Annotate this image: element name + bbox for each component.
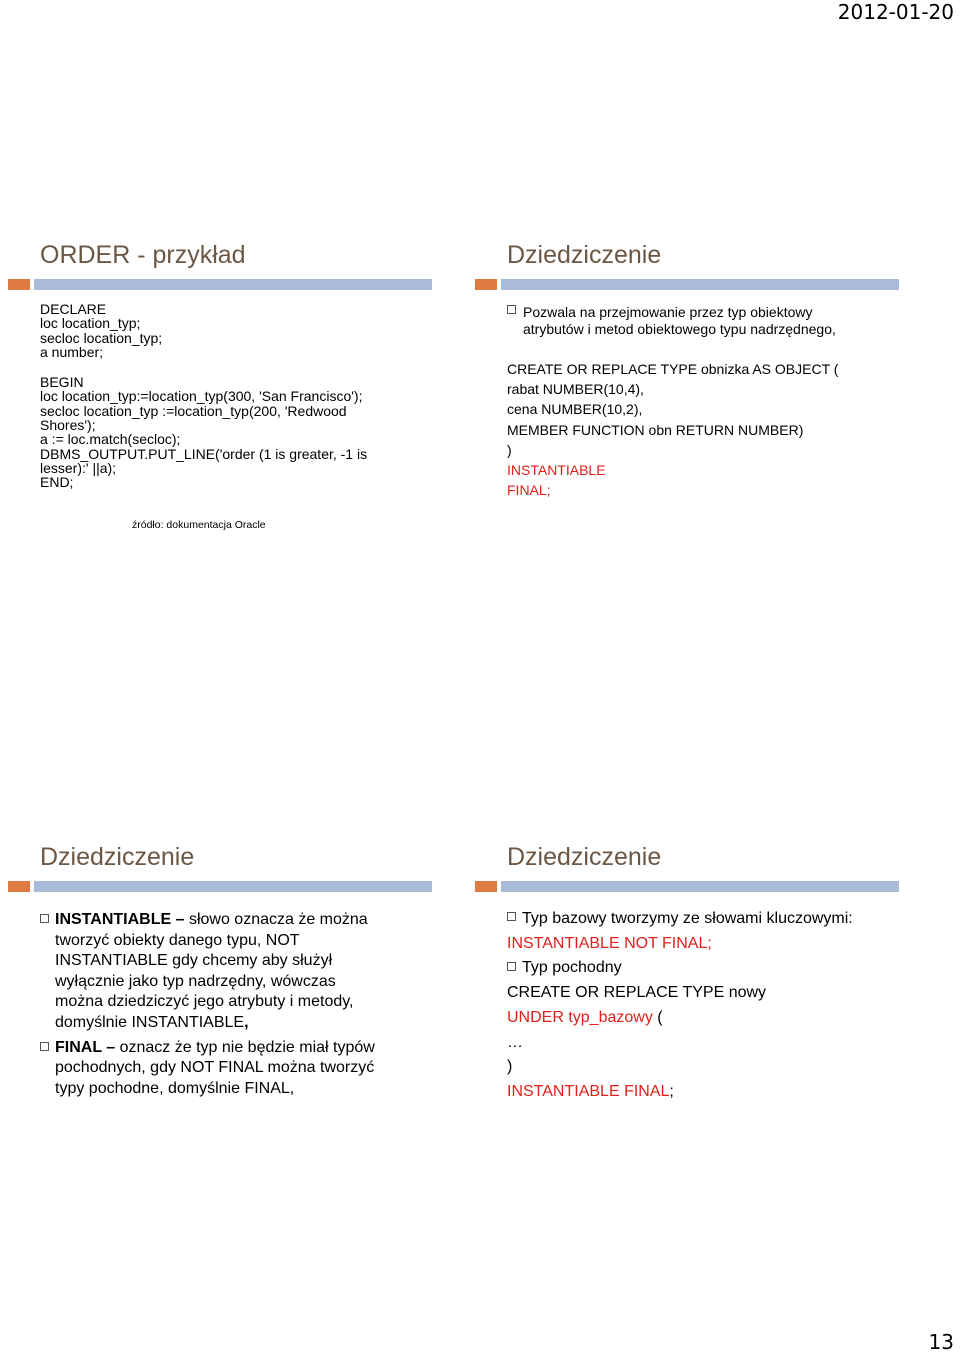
code-line: CREATE OR REPLACE TYPE obnizka AS OBJECT ( (507, 361, 839, 377)
code-keyword: INSTANTIABLE FINAL (507, 1082, 670, 1100)
slide-body (507, 304, 899, 500)
slide-order-example (8, 241, 432, 490)
title-divider (475, 279, 899, 290)
slide-inheritance-intro (475, 241, 899, 500)
date-header: 2012-01-20 (837, 0, 954, 24)
bullet-item (507, 956, 899, 981)
code-line: ) (507, 1058, 513, 1076)
bullet-text: atrybutów i metod obiektowego typu nadrzędnego, (523, 320, 836, 337)
code-line: END; (40, 474, 74, 491)
code-line: BEGIN (40, 374, 84, 391)
bullet-text: , (244, 1013, 249, 1031)
code-line: a number; (40, 343, 104, 360)
source-note: źródło: dokumentacja Oracle (132, 519, 266, 531)
code-text: ( (652, 1008, 663, 1026)
square-bullet-icon (507, 962, 516, 971)
code-line: MEMBER FUNCTION obn RETURN NUMBER) (507, 421, 804, 438)
bullet-text: pochodnych, gdy NOT FINAL można tworzyć (55, 1059, 375, 1077)
bullet-text: wyłącznie jako typ nadrzędny, wówczas (55, 972, 336, 990)
code-listing (40, 302, 432, 490)
bullet-text: domyślnie INSTANTIABLE (55, 1013, 245, 1031)
slide-title: Dziedziczenie (40, 843, 195, 871)
code-line: loc location_typ:=location_typ(300, 'San Francisco'); (40, 388, 363, 405)
code-line (507, 1006, 899, 1031)
bullet-text: INSTANTIABLE gdy chcemy aby służył (55, 952, 333, 970)
code-line (507, 1080, 899, 1105)
bullet-text: Typ bazowy tworzymy ze słowami kluczowymi: (522, 910, 853, 927)
keyword: INSTANTIABLE (55, 911, 172, 928)
code-line-keyword: INSTANTIABLE (507, 462, 606, 479)
bullet-item (40, 910, 432, 1034)
code-line-keyword: FINAL; (507, 482, 551, 499)
code-line: loc location_typ; (40, 315, 141, 332)
code-keyword: UNDER typ_bazowy (507, 1008, 653, 1026)
slide-inheritance-keywords (8, 843, 432, 1103)
code-line: a := loc.match(secloc); (40, 431, 181, 448)
code-listing (507, 359, 899, 500)
code-line: secloc location_typ :=location_typ(200, 'Redwood (40, 402, 347, 419)
bullet-item (40, 1038, 432, 1100)
code-line: Shores'); (40, 417, 96, 434)
slide-title: ORDER - przykład (40, 241, 246, 269)
bullet-text: Pozwala na przejmowanie przez typ obiektowy (523, 304, 813, 320)
title-divider (475, 881, 899, 892)
square-bullet-icon (40, 914, 49, 923)
code-line: DBMS_OUTPUT.PUT_LINE('order (1 is greater, -1 is (40, 445, 368, 462)
square-bullet-icon (507, 912, 516, 921)
code-line: … (507, 1033, 523, 1051)
slide-body (40, 910, 432, 1099)
bullet-text: słowo oznacza że można (188, 911, 368, 928)
code-line: cena NUMBER(10,2), (507, 401, 643, 418)
code-line: lesser):' ||a); (40, 459, 117, 476)
bullet-text: oznacz że typ nie będzie miał typów (119, 1038, 375, 1056)
dash: – (101, 1038, 120, 1056)
code-line: ) (507, 441, 512, 458)
code-text: ; (669, 1082, 674, 1100)
bullet-item (507, 907, 899, 932)
square-bullet-icon (40, 1042, 49, 1051)
slide-body (507, 907, 899, 1105)
title-divider (8, 279, 432, 290)
slide-inheritance-syntax (475, 843, 899, 1105)
bullet-text: typy pochodne, domyślnie FINAL, (55, 1079, 295, 1097)
title-divider (8, 881, 432, 892)
bullet-text: można dziedziczyć jego atrybuty i metody, (55, 993, 354, 1011)
code-line: CREATE OR REPLACE TYPE nowy (507, 984, 767, 1002)
dash: – (171, 911, 189, 928)
slide-title: Dziedziczenie (507, 241, 662, 269)
keyword: FINAL (55, 1038, 102, 1056)
code-line: rabat NUMBER(10,4), (507, 381, 644, 398)
code-line: DECLARE (40, 301, 107, 317)
bullet-text: Typ pochodny (522, 959, 622, 977)
bullet-item (507, 304, 899, 337)
code-line: secloc location_typ; (40, 329, 163, 346)
bullet-text: tworzyć obiekty danego typu, NOT (55, 931, 300, 949)
slide-title: Dziedziczenie (507, 843, 662, 871)
code-line-keyword: INSTANTIABLE NOT FINAL; (507, 934, 712, 952)
page-number: 13 (928, 1330, 954, 1354)
square-bullet-icon (507, 305, 516, 314)
